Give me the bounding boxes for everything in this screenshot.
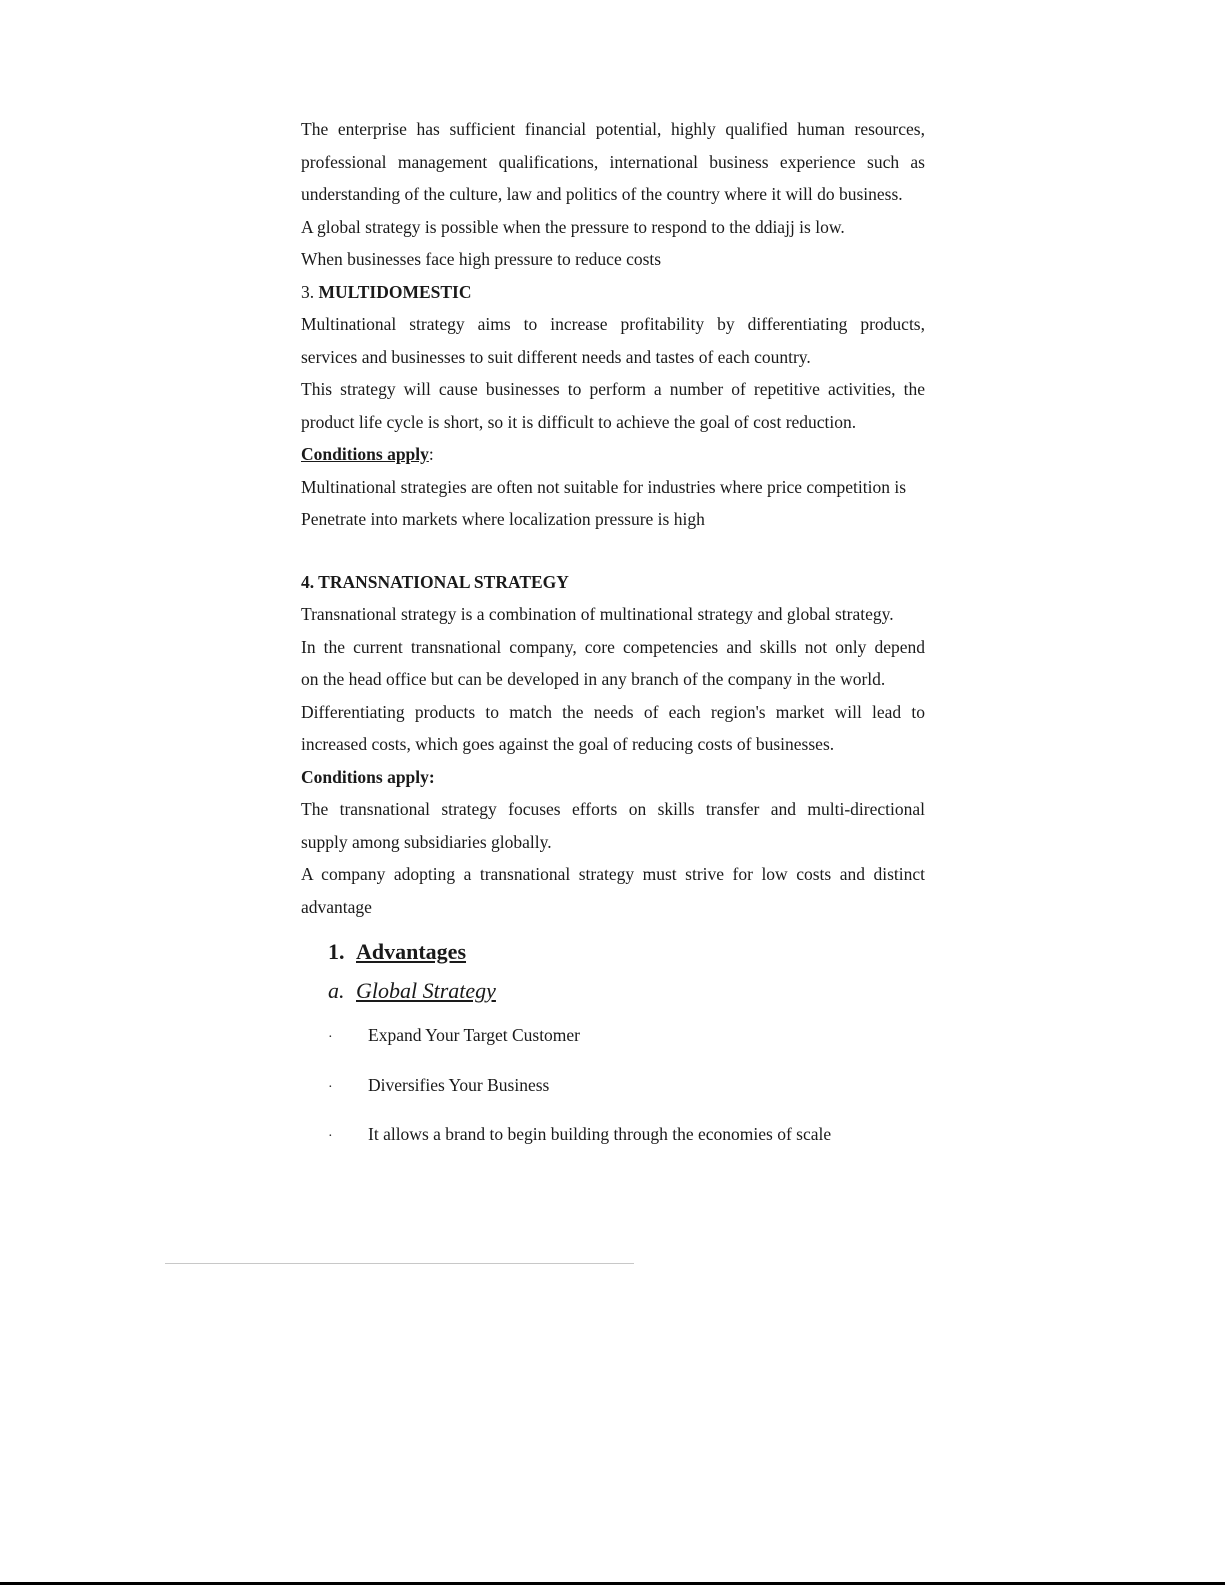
body-text-line: Transnational strategy is a combination of multinational strategy and global strategy. xyxy=(301,604,894,624)
body-text-line: supply among subsidiaries globally. xyxy=(301,831,552,852)
section-heading-multidomestic xyxy=(301,276,925,309)
body-text-line: understanding of the culture, law and politics of the country where it will do business. xyxy=(301,184,903,204)
body-text-line: on the head office but can be developed in any branch of the company in the world. xyxy=(301,669,886,689)
list-item xyxy=(328,1122,925,1172)
conditions-label: Conditions apply xyxy=(301,444,429,464)
body-text-line: When businesses face high pressure to reduce costs xyxy=(301,249,662,269)
section-number: 3. xyxy=(301,281,315,302)
body-text-line: professional management qualifications, international business experience such as xyxy=(301,151,925,172)
body-text-line: The enterprise has sufficient financial potential, highly qualified human resources, xyxy=(301,119,925,139)
advantages-title: Advantages xyxy=(356,939,467,964)
advantages-number: 1. xyxy=(328,939,345,964)
conditions-heading: Conditions apply: xyxy=(301,766,435,787)
body-text-line: Multinational strategy aims to increase profitability by differentiating products, xyxy=(301,314,925,334)
body-text-line: Multinational strategies are often not suitable for industries where price competition is xyxy=(301,476,907,497)
list-item-text: Expand Your Target Customer xyxy=(368,1025,581,1045)
section-heading-transnational: 4. TRANSNATIONAL STRATEGY xyxy=(301,571,569,592)
conditions-colon: : xyxy=(428,444,434,464)
subheading-letter: a. xyxy=(328,978,345,1003)
body-text-line: This strategy will cause businesses to perform a number of repetitive activities, the xyxy=(301,379,925,399)
body-text-line: The transnational strategy focuses efforts on skills transfer and multi-directional xyxy=(301,799,925,819)
list-item-text: Diversifies Your Business xyxy=(368,1074,550,1095)
paragraph-gap xyxy=(301,536,925,566)
body-text-line: advantage xyxy=(301,896,372,917)
body-text-line: Differentiating products to match the needs of each region's market will lead to xyxy=(301,701,925,722)
body-text-line: Penetrate into markets where localization pressure is high xyxy=(301,509,705,529)
footnote-separator xyxy=(165,1263,634,1264)
body-text-line: In the current transnational company, core competencies and skills not only depend xyxy=(301,636,925,657)
bullet-dot-icon: · xyxy=(328,1079,333,1095)
advantages-heading xyxy=(328,933,925,971)
advantages-bullet-list xyxy=(328,1023,925,1172)
global-strategy-subheading xyxy=(328,971,925,1011)
body-text-line: services and businesses to suit different needs and tastes of each country. xyxy=(301,346,811,367)
bullet-dot-icon: · xyxy=(328,1030,333,1045)
section-title: MULTIDOMESTIC xyxy=(318,281,472,302)
page-content xyxy=(301,113,925,1172)
body-text-line: product life cycle is short, so it is difficult to achieve the goal of cost reduction. xyxy=(301,411,857,432)
subheading-title: Global Strategy xyxy=(356,978,496,1003)
list-item xyxy=(328,1023,925,1073)
list-item xyxy=(328,1073,925,1123)
body-text-line: A company adopting a transnational strategy must strive for low costs and distinct xyxy=(301,864,925,884)
conditions-heading xyxy=(301,438,925,471)
body-text-line: A global strategy is possible when the pressure to respond to the ddiajj is low. xyxy=(301,216,845,237)
list-item-text: It allows a brand to begin building through the economies of scale xyxy=(368,1124,832,1144)
body-text-line: increased costs, which goes against the goal of reducing costs of businesses. xyxy=(301,734,835,754)
bullet-dot-icon: · xyxy=(328,1129,333,1144)
